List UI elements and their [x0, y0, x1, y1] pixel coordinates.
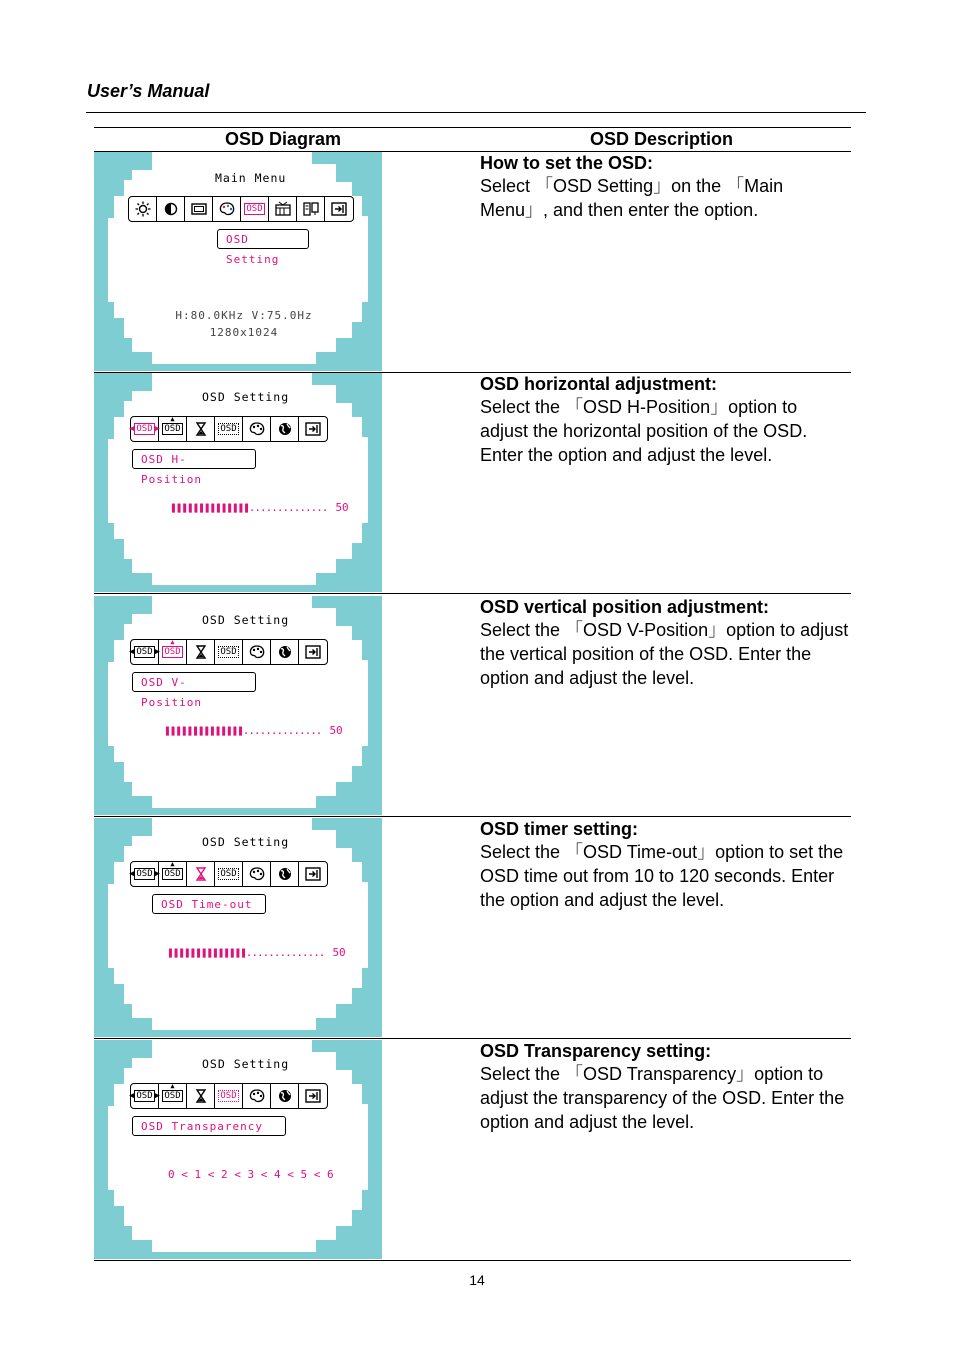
column-header-diagram: OSD Diagram	[224, 129, 342, 149]
row-divider	[94, 1038, 851, 1039]
osd-description	[480, 596, 850, 690]
osd-diagram	[94, 818, 390, 1037]
osd-description	[480, 1040, 850, 1134]
exit-icon[interactable]	[299, 1084, 327, 1108]
exit-icon[interactable]	[299, 417, 327, 441]
osd-selection-label: OSD Transparency	[132, 1116, 286, 1136]
osd-row	[94, 373, 851, 594]
transparency-icon[interactable]: OSD	[215, 1084, 243, 1108]
osd-menu-title: Main Menu	[215, 171, 287, 185]
osd-diagram	[94, 152, 390, 371]
level-bar-empty: ..............	[248, 501, 328, 514]
language-icon[interactable]	[243, 417, 271, 441]
description-title: OSD vertical position adjustment:	[480, 597, 770, 617]
description-title: OSD horizontal adjustment:	[480, 374, 718, 394]
description-body: Select the 「OSD V-Position」option to adjust the vertical position of the OSD. Enter the option and adjust the level.	[480, 620, 849, 688]
level-value: 50	[329, 724, 343, 737]
osd-diagram	[94, 596, 390, 815]
column-header-description: OSD Description	[589, 129, 734, 149]
osd-icon-bar	[130, 1083, 328, 1109]
osd-icon[interactable]: OSD	[241, 197, 269, 221]
globe-icon[interactable]	[271, 417, 299, 441]
level-indicator[interactable]	[170, 501, 349, 514]
osd-row	[94, 818, 851, 1039]
level-value: 50	[332, 946, 346, 959]
level-bar-empty: ..............	[245, 946, 325, 959]
osd-h-position-icon[interactable]: ◀ OSD ▶	[131, 417, 159, 441]
osd-description	[480, 373, 850, 467]
description-title: OSD Transparency setting:	[480, 1041, 712, 1061]
level-bar-filled: ❚❚❚❚❚❚❚❚❚❚❚❚❚❚	[170, 501, 249, 514]
globe-icon[interactable]	[271, 862, 299, 886]
signal-info	[154, 307, 334, 341]
table-top-rule	[94, 127, 851, 128]
osd-description	[480, 152, 850, 222]
timer-icon[interactable]	[187, 1084, 215, 1108]
osd-menu-title: OSD Setting	[202, 390, 290, 404]
timer-icon[interactable]	[187, 862, 215, 886]
page-number: 14	[469, 1272, 485, 1288]
osd-diagram	[94, 373, 390, 592]
osd-icon-bar	[128, 196, 354, 222]
globe-icon[interactable]	[271, 1084, 299, 1108]
osd-selection-label: OSD Time-out	[152, 894, 266, 914]
osd-row	[94, 152, 851, 373]
exit-icon[interactable]	[299, 862, 327, 886]
osd-selection-label: OSD H-Position	[132, 449, 256, 469]
osd-v-position-icon[interactable]: OSD ▲	[159, 417, 187, 441]
monitor-info-icon[interactable]	[297, 197, 325, 221]
level-indicator[interactable]	[167, 946, 346, 959]
brightness-icon[interactable]	[129, 197, 157, 221]
level-bar-filled: ❚❚❚❚❚❚❚❚❚❚❚❚❚❚	[167, 946, 246, 959]
description-body: Select the 「OSD Time-out」option to set the OSD time out from 10 to 120 seconds. Enter the option and adjust the level.	[480, 842, 844, 910]
description-body: Select the 「OSD Transparency」option to adjust the transparency of the OSD. Enter the option and adjust the level.	[480, 1064, 845, 1132]
transparency-icon[interactable]: OSD	[215, 417, 243, 441]
osd-selection-label: OSD Setting	[217, 229, 309, 249]
resolution-readout: 1280x1024	[209, 326, 279, 339]
picture-properties-icon[interactable]	[269, 197, 297, 221]
timer-icon[interactable]	[187, 640, 215, 664]
description-title: How to set the OSD:	[480, 153, 654, 173]
transparency-scale: 0 < 1 < 2 < 3 < 4 < 5 < 6	[168, 1168, 334, 1181]
level-indicator[interactable]	[164, 724, 343, 737]
osd-row	[94, 596, 851, 817]
level-value: 50	[335, 501, 349, 514]
osd-h-position-icon[interactable]: ◀ OSD ▶	[131, 1084, 159, 1108]
osd-selection-label: OSD V-Position	[132, 672, 256, 692]
timer-icon[interactable]	[187, 417, 215, 441]
row-divider	[94, 1260, 851, 1261]
osd-menu-title: OSD Setting	[202, 613, 290, 627]
contrast-icon[interactable]	[157, 197, 185, 221]
row-divider	[94, 593, 851, 594]
osd-menu-title: OSD Setting	[202, 835, 290, 849]
description-title: OSD timer setting:	[480, 819, 639, 839]
level-bar-filled: ❚❚❚❚❚❚❚❚❚❚❚❚❚❚	[164, 724, 243, 737]
language-icon[interactable]	[243, 862, 271, 886]
manual-header: User’s Manual	[87, 81, 210, 101]
osd-description	[480, 818, 850, 912]
row-divider	[94, 816, 851, 817]
header-rule	[86, 112, 866, 113]
osd-v-position-icon[interactable]: OSD ▲	[159, 1084, 187, 1108]
exit-icon[interactable]	[299, 640, 327, 664]
description-body: Select 「OSD Setting」on the 「Main Menu」, and then enter the option.	[480, 176, 784, 220]
osd-icon-bar	[130, 416, 328, 442]
language-icon[interactable]	[243, 640, 271, 664]
osd-row	[94, 1040, 851, 1261]
transparency-icon[interactable]: OSD	[215, 640, 243, 664]
image-setup-icon[interactable]	[185, 197, 213, 221]
osd-menu-title: OSD Setting	[202, 1057, 290, 1071]
osd-icon-bar	[130, 639, 328, 665]
language-icon[interactable]	[243, 1084, 271, 1108]
osd-icon-bar	[130, 861, 328, 887]
level-bar-empty: ..............	[242, 724, 322, 737]
frequency-readout: H:80.0KHz V:75.0Hz	[175, 309, 313, 322]
transparency-icon[interactable]: OSD	[215, 862, 243, 886]
exit-icon[interactable]	[325, 197, 353, 221]
globe-icon[interactable]	[271, 640, 299, 664]
description-body: Select the 「OSD H-Position」option to adjust the horizontal position of the OSD. Enter the option and adjust the level.	[480, 397, 808, 465]
color-icon[interactable]	[213, 197, 241, 221]
osd-diagram	[94, 1040, 390, 1259]
osd-v-position-icon[interactable]: OSD ▲	[159, 640, 187, 664]
osd-h-position-icon[interactable]: ◀ OSD ▶	[131, 640, 159, 664]
osd-v-position-icon[interactable]: OSD ▲	[159, 862, 187, 886]
osd-h-position-icon[interactable]: ◀ OSD ▶	[131, 862, 159, 886]
